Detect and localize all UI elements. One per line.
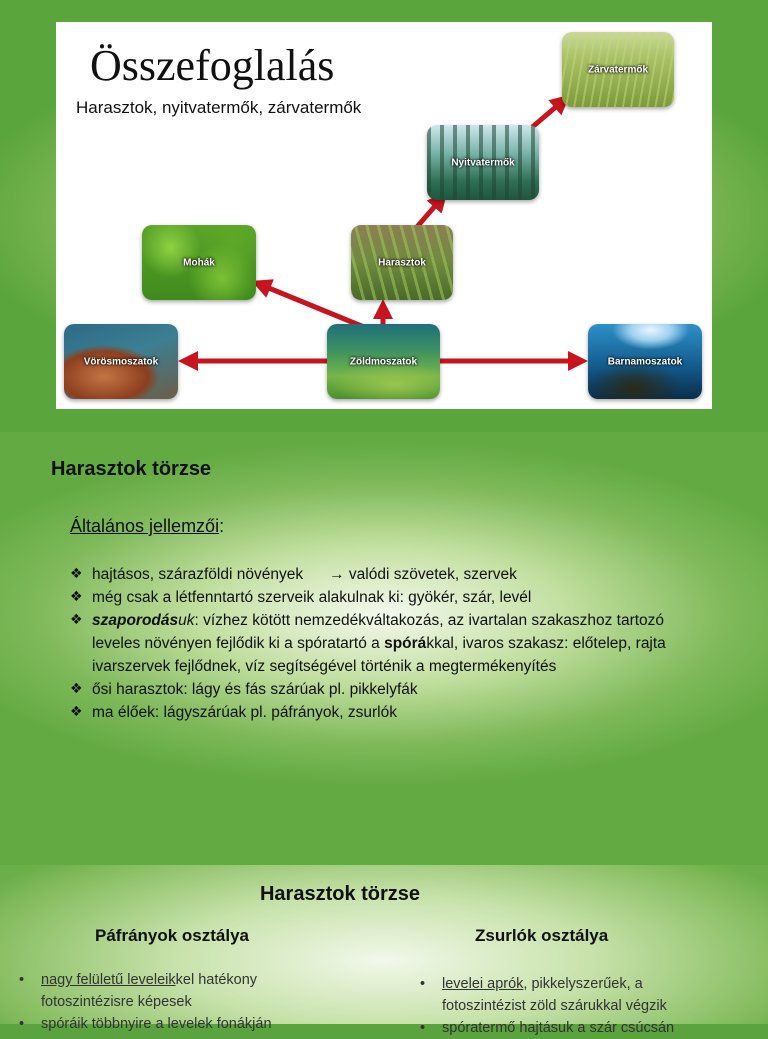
fern-phylum-slide [0, 432, 768, 865]
slide-subtitle [70, 516, 224, 537]
diamond-bullet-icon: ❖ [70, 612, 83, 628]
subtitle-colon: : [219, 516, 225, 536]
subtitle-text: Általános jellemzői [70, 516, 220, 536]
tile-zoldmoszatok [327, 324, 440, 399]
tile-vorosmoszatok [64, 324, 178, 399]
slide-title: Harasztok törzse [259, 883, 421, 905]
arrow-to-nyitvatermok [416, 198, 442, 228]
tile-label: Vörösmoszatok [83, 356, 159, 367]
bullet-icon: • [420, 1020, 426, 1036]
list-item [70, 609, 690, 678]
tile-harasztok [351, 225, 453, 300]
tile-zarvatermok [562, 32, 674, 107]
diamond-bullet-icon: ❖ [70, 704, 83, 720]
summary-slide [0, 0, 768, 432]
bullet-icon: • [420, 976, 426, 992]
item-text: még csak a létfenntartó szerveik alakulnak ki: gyökér, szár, levél [92, 589, 532, 606]
tile-label: Zárvatermők [587, 64, 649, 75]
tile-label: Mohák [183, 257, 215, 268]
tile-mohak [142, 225, 256, 300]
list-item [70, 586, 690, 609]
item-text-tail: kkal, ivaros szakasz: előtelep, rajta ivarszervek fejlődnek, víz segítségével történik a megtermékenyítés [92, 635, 666, 675]
tile-label: Zöldmoszatok [349, 356, 418, 367]
summary-card [56, 22, 712, 409]
item-underlined: levelei aprók [442, 976, 524, 992]
item-text: ma élőek: lágyszárúak pl. páfrányok, zsurlók [92, 704, 397, 721]
item-text: : vízhez kötött nemzedékváltakozás, az ivartalan szakaszhoz tartozó leveles növényen fejlődik ki a spóratartó a [92, 612, 665, 652]
list-item [420, 1017, 720, 1039]
item-text: kel hatékony fotoszintézisre képesek [41, 972, 258, 1010]
item-text: ősi harasztok: lágy és fás szárúak pl. pikkelyfák [92, 681, 418, 698]
item-text: spóráik többnyire a levelek fonákján [41, 1016, 272, 1032]
tile-barnamoszatok [588, 324, 702, 399]
ferns-list [19, 969, 319, 1035]
fern-classes-slide [0, 865, 768, 1036]
list-item [70, 678, 690, 701]
summary-title: Összefoglalás [90, 41, 335, 90]
tile-nyitvatermok [427, 125, 539, 200]
item-strong: spórá [384, 635, 427, 652]
list-item [70, 563, 690, 586]
horsetails-list [420, 973, 720, 1039]
tile-label: Nyitvatermők [451, 157, 515, 168]
item-underlined: nagy felületű leveleik [41, 972, 176, 988]
slide-title: Harasztok törzse [51, 458, 212, 480]
item-text: hajtásos, szárazföldi növények [92, 566, 304, 583]
item-text-arrow: → valódi szövetek, szervek [329, 566, 517, 583]
list-item [19, 1013, 319, 1035]
diamond-bullet-icon: ❖ [70, 589, 83, 605]
bullet-icon: • [19, 1016, 25, 1032]
item-text: , pikkelyszerűek, a fotoszintézist zöld szárukkal végzik [442, 976, 667, 1014]
tile-label: Harasztok [378, 257, 426, 268]
tile-label: Barnamoszatok [607, 356, 683, 367]
item-emphasis-tail: uk [178, 612, 195, 629]
item-text: spóratermő hajtásuk a szár csúcsán [442, 1020, 675, 1036]
diamond-bullet-icon: ❖ [70, 566, 83, 582]
diamond-bullet-icon: ❖ [70, 681, 83, 697]
horsetails-column-title: Zsurlók osztálya [475, 926, 609, 945]
list-item [19, 969, 319, 1013]
item-emphasis: szaporodás [92, 612, 179, 629]
summary-subtitle: Harasztok, nyitvatermők, zárvatermők [76, 98, 362, 117]
arrow-to-zarvatermok [530, 100, 564, 129]
list-item [70, 701, 690, 724]
ferns-column-title: Páfrányok osztálya [95, 926, 250, 945]
characteristics-list [70, 563, 690, 724]
bullet-icon: • [19, 972, 25, 988]
list-item [420, 973, 720, 1017]
